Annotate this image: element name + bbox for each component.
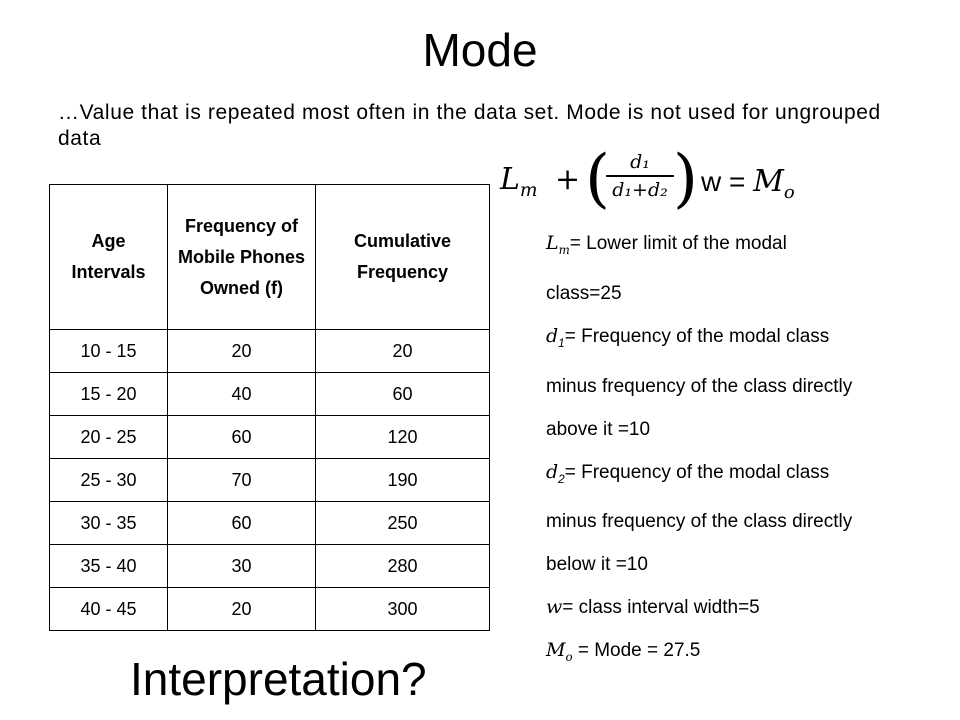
table-row [50,416,490,459]
cell-interval: 20 - 25 [50,416,168,459]
mode-formula [497,142,817,218]
table-row [50,545,490,588]
definition-symbol: L [546,232,559,254]
cell-frequency: 70 [168,459,316,502]
cell-frequency: 20 [168,588,316,631]
formula-fraction [604,150,676,202]
definition-symbol: d [546,460,559,483]
definition-line [546,222,946,272]
formula-lm-symbol: L [500,162,520,197]
definition-subscript: o [565,650,573,665]
formula-denominator: d₁+d₂ [612,179,668,201]
cell-cumulative: 190 [316,459,490,502]
header-cumulative-frequency: Cumulative Frequency [316,185,490,330]
definition-line [546,543,946,586]
formula-right-paren: ) [673,142,698,216]
definition-subscript: m [558,242,570,257]
formula-w-equals: w = [701,166,746,197]
cell-cumulative: 120 [316,416,490,459]
formula-plus: + [555,162,581,197]
table-row [50,502,490,545]
formula-lower-limit [500,162,538,201]
cell-interval: 30 - 35 [50,502,168,545]
definition-subtitle: …Value that is repeated most often in the data set. Mode is not used for ungrouped data [58,101,881,150]
definition-text: = Frequency of the modal class [564,461,830,483]
slide-title: Mode [422,24,538,76]
definition-line [546,629,946,679]
cell-cumulative: 20 [316,330,490,373]
formula-left-paren: ( [585,142,610,216]
definition-symbol: M [546,639,566,662]
formula-result [701,164,795,203]
definition-text: minus frequency of the class directly [546,511,853,533]
cell-cumulative: 280 [316,545,490,588]
header-frequency: Frequency of Mobile Phones Owned (f) [168,185,316,330]
definition-text: minus frequency of the class directly [546,375,853,397]
cell-cumulative: 250 [316,502,490,545]
definition-text: above it =10 [546,418,651,440]
definition-line [546,315,946,365]
header-age-intervals: Age Intervals [50,185,168,330]
cell-frequency: 30 [168,545,316,588]
definition-line [546,500,946,543]
cell-frequency: 40 [168,373,316,416]
table-header-row [50,185,490,330]
definition-line [546,586,946,629]
cell-frequency: 60 [168,502,316,545]
formula-definitions [546,222,946,679]
frequency-table [49,184,490,631]
definition-line [546,272,946,315]
definition-symbol: w [546,596,563,619]
formula-mo-symbol: M [753,164,784,199]
definition-text: = Frequency of the modal class [564,325,830,347]
cell-interval: 25 - 30 [50,459,168,502]
definition-text: class=25 [546,282,622,304]
formula-mo-subscript: o [783,182,795,203]
definition-text: = Lower limit of the modal [569,233,787,254]
cell-frequency: 20 [168,330,316,373]
formula-lm-subscript: m [519,180,538,201]
table-row [50,588,490,631]
definition-subscript: 2 [558,472,565,486]
formula-mode-symbol [753,164,795,203]
definition-line [546,451,946,501]
cell-frequency: 60 [168,416,316,459]
interpretation-prompt: Interpretation? [130,653,427,705]
cell-cumulative: 60 [316,373,490,416]
cell-interval: 10 - 15 [50,330,168,373]
definition-text: = Mode = 27.5 [572,640,701,662]
cell-interval: 40 - 45 [50,588,168,631]
definition-line [546,365,946,408]
cell-interval: 35 - 40 [50,545,168,588]
table-row [50,459,490,502]
definition-text: below it =10 [546,554,648,576]
definition-symbol: d [546,324,559,347]
definition-line [546,408,946,451]
table-row [50,330,490,373]
table-row [50,373,490,416]
definition-text: = class interval width=5 [562,597,760,619]
cell-interval: 15 - 20 [50,373,168,416]
cell-cumulative: 300 [316,588,490,631]
formula-numerator: d₁ [630,151,650,173]
formula-fraction-bar [606,175,674,177]
definition-subscript: 1 [558,336,565,350]
